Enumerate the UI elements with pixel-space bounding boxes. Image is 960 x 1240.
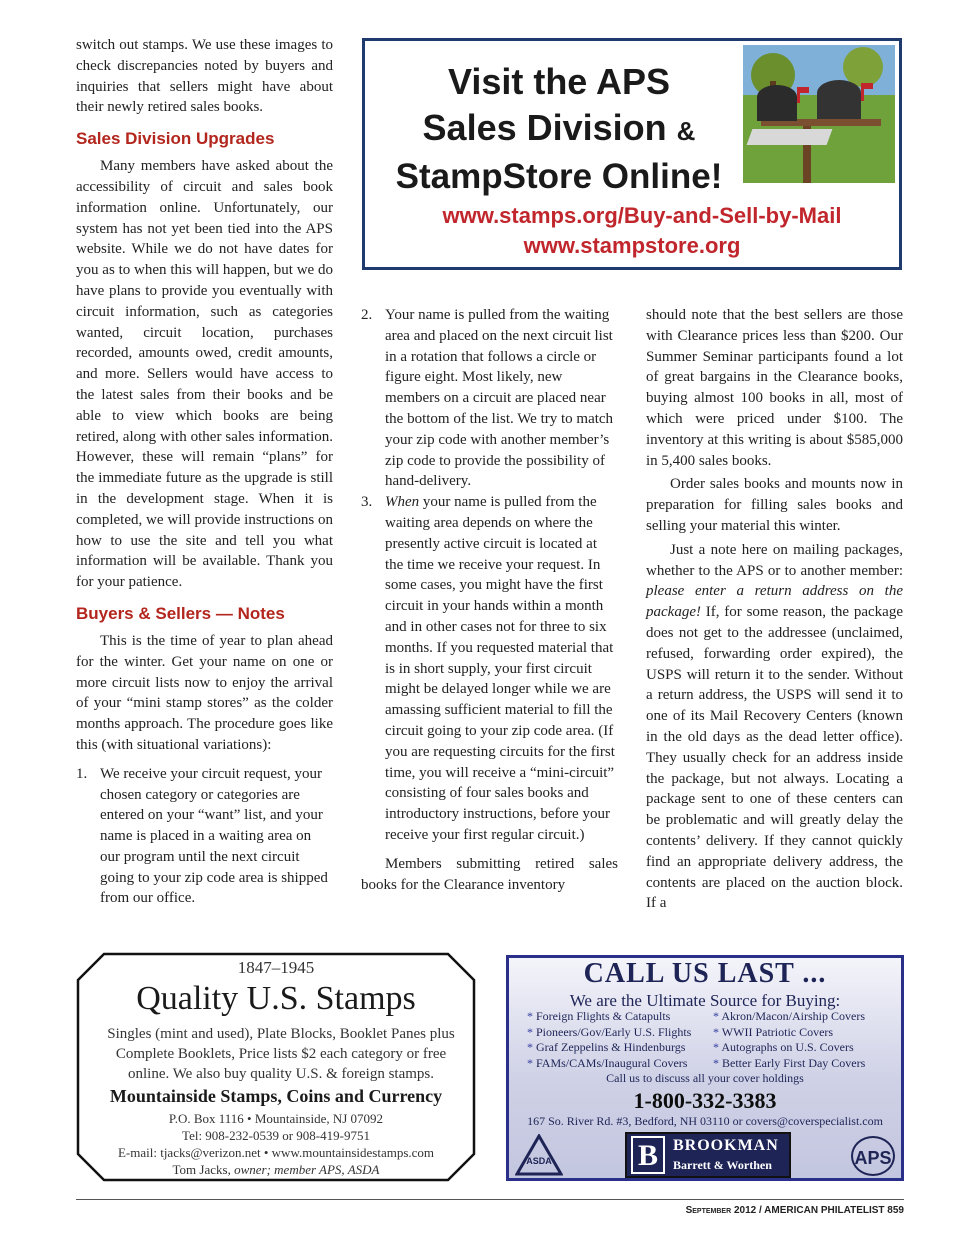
bullet-icon: * (527, 1009, 533, 1023)
quality-us-stamps-ad (76, 952, 476, 1182)
years-range: 1847–1945 (237, 958, 315, 977)
list-item (361, 305, 618, 492)
order-paragraph: Order sales books and mounts now in preparation for filling sales books and selling your material this winter. (646, 476, 903, 534)
list-item (76, 764, 333, 910)
cover-list-right (713, 1009, 865, 1071)
list-item: * FAMs/CAMs/Inaugural Covers (527, 1055, 688, 1070)
aps-ad-urls (365, 201, 899, 261)
barrett-worthen-name: Barrett & Worthen (673, 1158, 772, 1172)
footer-rule (76, 1199, 904, 1200)
bullet-icon: * (713, 1024, 719, 1039)
emphasis-when: When (385, 494, 420, 511)
list-item: * Foreign Flights & Catapults (527, 1009, 671, 1023)
bullet-icon: * (713, 1055, 719, 1070)
owner-line (76, 1162, 476, 1178)
list-item: * Akron/Macon/Airship Covers (713, 1009, 865, 1023)
middle-column (361, 305, 618, 895)
sales-division-url[interactable]: www.stamps.org/Buy-and-Sell-by-Mail (442, 203, 842, 228)
brookman-name: BROOKMAN (673, 1137, 779, 1154)
list-item: * Better Early First Day Covers (713, 1055, 866, 1070)
stampstore-url[interactable]: www.stampstore.org (523, 233, 741, 258)
procedure-list (76, 764, 333, 910)
list-item-text (385, 492, 618, 846)
upgrades-paragraph: Many members have asked about the accessibility of circuit and sales book information online. Unfortunately, our system has not yet been tied into the APS website. While we do not have dates for you as to when this will happen, but we do have plans to provide you eventually with circuit information, such as categories wanted, circuit location, purchases recorded, amounts owed, credit amounts, and more. Sellers would have access to the latest sales from their books and be able to view which books are being retired, along with other sales information. However, these will remain “plans” for the immediate future as the upgrade is still in the development stage. When it is completed, we will provide instructions on how to use the site and tell you what information will be available. Thank you for your patience. (76, 158, 333, 591)
company-phone: Tel: 908-232-0539 or 908-419-9751 (182, 1128, 370, 1143)
aps-ad-headline-line3: StampStore Online! (395, 157, 723, 196)
page-footer (686, 1205, 904, 1216)
aps-ad-headline-line2 (379, 105, 739, 154)
list-item (361, 492, 618, 846)
sales-division-upgrades-heading: Sales Division Upgrades (76, 129, 275, 149)
notes-paragraph: This is the time of year to plan ahead for the winter. Get your name on one or more circuit lists now to enjoy the arrival of your “mini stamp stores” as the colder months approach. The procedure goes like this (with situational variations): (76, 632, 333, 753)
aps-ad-ampersand: & (676, 116, 696, 146)
clearance-paragraph: should note that the best sellers are those with Clearance prices less than $200. Our Summer Seminar participants found a lot of great bargains in the Clearance books, buying almost 100 books in all, most of which were priced under $100. The inventory at this writing is about $585,000 in 5,400 sales books. (646, 307, 903, 469)
list-item: * Autographs on U.S. Covers (713, 1040, 854, 1054)
list-item-number: 3. (361, 494, 373, 511)
footer-issue: 2012 / AMERICAN PHILATELIST 859 (731, 1205, 904, 1216)
bullet-icon: * (713, 1009, 719, 1023)
bullet-icon: * (713, 1040, 719, 1054)
mailing-paragraph (646, 540, 903, 914)
right-column (646, 305, 903, 914)
company-address: P.O. Box 1116 • Mountainside, NJ 07092 (168, 1111, 384, 1126)
mailbox-illustration (743, 45, 895, 183)
aps-sales-ad (362, 38, 902, 270)
owner-role: owner; member APS, ASDA (234, 1162, 380, 1177)
phone-number[interactable]: 1-800-332-3383 (633, 1088, 777, 1113)
members-paragraph: Members submitting retired sales books for the Clearance inventory (361, 855, 618, 893)
left-column (76, 35, 333, 909)
bullet-icon: * (527, 1040, 533, 1054)
mailing-emphasis: please enter a return address on the package! (646, 583, 903, 621)
list-item-body: your name is pulled from the waiting area depends on where the presently active circuit is located at the time we receive your request. In some cases, you might have the first circuit in your hands within a month and in other cases not for three to six months. If you requested material that is in short supply, your first circuit might be delayed longer while we are amassing sufficient material to fill the circuit going to your zip code area. (If you are requesting circuits for the first time, you will receive a “mini-circuit” consisting of four sales books and introductory instructions, before your receive your first regular circuit.) (385, 494, 615, 843)
aps-ad-headline (379, 59, 739, 200)
asda-logo (515, 1134, 563, 1176)
brookman-logo (625, 1132, 791, 1178)
call-us-last-ad (506, 955, 904, 1181)
list-item-number: 1. (76, 765, 88, 782)
list-item: * Pioneers/Gov/Early U.S. Flights (527, 1024, 692, 1039)
bullet-icon: * (527, 1055, 533, 1070)
cover-list-left (527, 1009, 691, 1071)
asda-mark: ASDA (526, 1156, 552, 1166)
asda-triangle-icon (515, 1134, 563, 1176)
call-to-discuss: Call us to discuss all your cover holdings (606, 1071, 804, 1085)
company-contact[interactable]: E-mail: tjacks@verizon.net • www.mountainsidestamps.com (117, 1145, 435, 1160)
list-item: * Graf Zeppelins & Hindenburgs (527, 1040, 686, 1054)
procedure-list-continued (361, 305, 618, 846)
brookman-b-mark: B (631, 1136, 665, 1174)
quality-title: Quality U.S. Stamps (136, 980, 416, 1017)
bullet-icon: * (527, 1024, 533, 1039)
mailing-text-b: If, for some reason, the package does not get to the addressee (unclaimed, refused, forwarding order expired), the USPS will return it to the sender. Without a return address, the USPS will send it to one of its Mail Recovery Centers (known in the old days as the dead letter office). They usually check for an address inside the package, but not always. Locating a package sent to one of these centers can be problematic and will greatly delay the contents’ delivery. If they cannot quickly find an appropriate delivery address, the contents are placed on the auction block. If a (646, 604, 903, 912)
list-item-number: 2. (361, 307, 373, 323)
list-item-text: We receive your circuit request, your chosen category or categories are entered on your “want” list, and your name is placed in a waiting area on our program until the next circuit going to your zip code area is shipped from our office. (100, 765, 328, 907)
owner-name: Tom Jacks, (172, 1162, 235, 1177)
list-item: * WWII Patriotic Covers (713, 1024, 834, 1039)
aps-ad-headline-sales: Sales Division (422, 107, 667, 148)
quality-description: Singles (mint and used), Plate Blocks, Booklet Panes plus Complete Booklets, Price lists $2 each category or free online. We also buy quality U.S. & foreign stamps. (107, 1026, 455, 1082)
cover-ad-address: 167 So. River Rd. #3, Bedford, NH 03110 or covers@coverspecialist.com (527, 1114, 883, 1128)
intro-paragraph: switch out stamps. We use these images to check discrepancies noted by buyers and inquiries that sellers might have about their newly retired sales books. (76, 37, 333, 116)
list-item-text: Your name is pulled from the waiting area and placed on the next circuit list in a rotation that follows a circle or figure eight. Most likely, new members on a circuit are placed near the bottom of the list. We try to match your zip code with another member’s zip code to provide the possibility of hand-delivery. (385, 307, 614, 490)
aps-ad-headline-line1: Visit the APS (447, 61, 671, 102)
footer-month: September (685, 1205, 732, 1216)
aps-logo: APS (851, 1136, 895, 1176)
call-us-last-title: CALL US LAST ... (583, 958, 827, 989)
buyers-sellers-notes-heading: Buyers & Sellers — Notes (76, 603, 285, 623)
ultimate-source-subtitle: We are the Ultimate Source for Buying: (569, 991, 841, 1010)
company-name: Mountainside Stamps, Coins and Currency (109, 1086, 443, 1106)
mailing-text-a: Just a note here on mailing packages, whether to the APS or to another member: (646, 541, 903, 579)
